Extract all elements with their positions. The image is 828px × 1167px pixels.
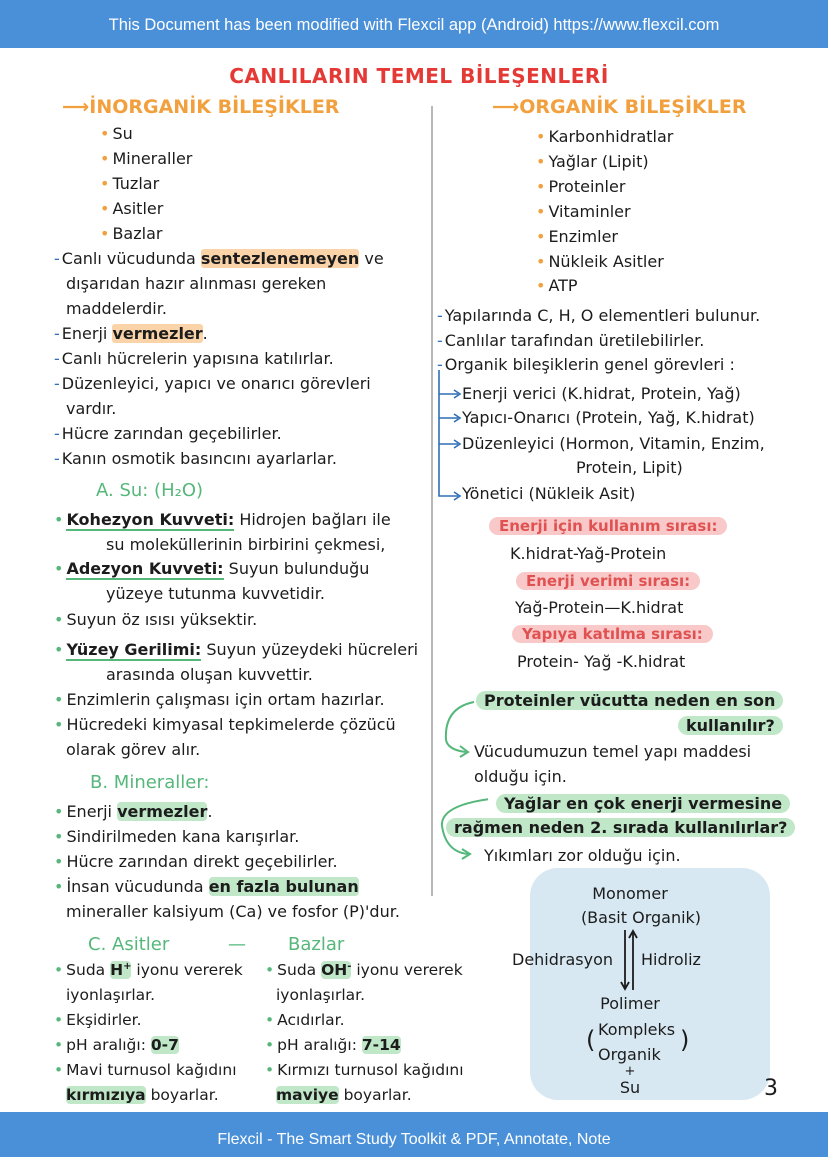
bullet-icon: •: [54, 877, 64, 896]
organic-note: [437, 331, 704, 350]
hydrolysis-label: Hidroliz: [641, 950, 701, 969]
fact-text: Hücre zarından direkt geçebilirler.: [66, 852, 338, 871]
base-fact-cont: [276, 1086, 412, 1104]
bullet-icon: •: [265, 1036, 275, 1054]
highlight-text: vermezler: [112, 324, 203, 343]
usage-order-value: K.hidrat-Yağ-Protein: [510, 544, 667, 563]
fact-text: Suda: [66, 961, 111, 980]
monomer-label: Monomer: [592, 884, 668, 903]
base-fact: [265, 961, 463, 979]
bullet-icon: •: [54, 1061, 64, 1079]
mineral-fact-cont: mineraller kalsiyum (Ca) ve fosfor (P)'dur.: [66, 902, 400, 921]
note-text: Canlı vücudunda: [61, 249, 201, 268]
bullet-icon: •: [265, 961, 275, 980]
acid-fact-cont: iyonlaşırlar.: [66, 986, 156, 1004]
fact-text: Ekşidirler.: [66, 1011, 142, 1029]
question-text: Proteinler vücutta neden en son: [476, 691, 783, 710]
highlight-text: 0-7: [150, 1036, 179, 1054]
dash-icon: -: [437, 331, 443, 350]
acids-bases-dash: —: [228, 934, 246, 955]
bullet-icon: •: [54, 802, 64, 821]
inorganic-note: [54, 424, 282, 443]
water-fact-cont: su moleküllerinin birbirini çekmesi,: [106, 535, 386, 554]
note-text: Kanın osmotik basıncını ayarlarlar.: [61, 449, 337, 468]
organic-note: [437, 306, 760, 325]
mineral-fact: [54, 852, 338, 871]
organic-item-label: Vitaminler: [548, 202, 631, 221]
water-label: Su: [619, 1078, 641, 1097]
fact-text: Mavi turnusol kağıdını: [66, 1061, 237, 1079]
bullet-icon: •: [100, 199, 110, 218]
fact-text: Enerji: [66, 802, 118, 821]
inorganic-note-cont: vardır.: [66, 399, 117, 418]
fact-text: iyonu vererek: [351, 961, 463, 980]
highlight-text: sentezlenemeyen: [200, 249, 360, 268]
water-fact-cont: yüzeye tutunma kuvvetidir.: [106, 584, 325, 603]
highlight-text: 7-14: [361, 1036, 401, 1054]
polymer-label: Polimer: [600, 994, 660, 1013]
inorganic-item: [100, 149, 192, 168]
inorganic-item-label: Tuzlar: [112, 174, 160, 193]
highlight-text: maviye: [276, 1086, 339, 1104]
water-fact: [54, 610, 257, 629]
bullet-icon: •: [100, 124, 110, 143]
dash-icon: -: [54, 374, 60, 393]
organic-task-cont: Protein, Lipit): [576, 458, 683, 477]
inorganic-note-cont: dışarıdan hazır alınması gereken: [66, 274, 327, 293]
acid-fact: [54, 961, 243, 979]
water-fact-cont: arasında oluşan kuvvettir.: [106, 665, 313, 684]
bases-header: Bazlar: [288, 934, 345, 955]
page-number: 3: [764, 1076, 778, 1101]
question-2: [496, 794, 790, 813]
organic-item: [536, 127, 673, 146]
dash-icon: -: [54, 324, 60, 343]
note-text: Düzenleyici, yapıcı ve onarıcı görevleri: [61, 374, 371, 393]
ion-text: OH: [321, 961, 348, 980]
bullet-icon: •: [536, 276, 546, 295]
fact-text: Sindirilmeden kana karışırlar.: [66, 827, 300, 846]
dash-icon: -: [54, 424, 60, 443]
mineral-fact: [54, 877, 359, 896]
fact-text: pH aralığı:: [277, 1036, 362, 1054]
inorganic-note: [54, 374, 371, 393]
fact-text: Acıdırlar.: [277, 1011, 345, 1029]
note-text: Enerji: [61, 324, 113, 343]
organic-item: [536, 252, 664, 271]
inorganic-header: [62, 96, 339, 118]
water-fact: [54, 510, 391, 529]
inorganic-item-label: Mineraller: [112, 149, 193, 168]
question-text: Yağlar en çok enerji vermesine: [496, 794, 790, 813]
inorganic-header-label: İNORGANİK BİLEŞİKLER: [89, 96, 340, 118]
bullet-icon: •: [100, 224, 110, 243]
fact-text: İnsan vücudunda: [66, 877, 209, 896]
mineral-fact: [54, 802, 212, 821]
inorganic-note: [54, 349, 334, 368]
inorganic-item: [100, 199, 163, 218]
bullet-icon: •: [54, 559, 64, 578]
note-text: .: [202, 324, 208, 343]
inorganic-item: [100, 174, 159, 193]
complex-label: Kompleks: [598, 1020, 676, 1039]
fact-text: Hücredeki kimyasal tepkimelerde çözücü: [66, 715, 396, 734]
question-1-cont: [678, 716, 783, 735]
organic-task: Yapıcı-Onarıcı (Protein, Yağ, K.hidrat): [462, 408, 755, 427]
dash-icon: -: [437, 306, 443, 325]
question-text: kullanılır?: [678, 716, 783, 735]
fact-text: Suda: [277, 961, 322, 980]
organic-item-label: Nükleik Asitler: [548, 252, 664, 271]
note-text: Yapılarında C, H, O elementleri bulunur.: [444, 306, 761, 325]
dash-icon: -: [54, 349, 60, 368]
bullet-icon: •: [265, 1011, 275, 1029]
organic-task: Düzenleyici (Hormon, Vitamin, Enzim,: [462, 434, 765, 453]
acid-fact: [54, 1061, 237, 1079]
monomer-sub-label: (Basit Organik): [580, 908, 702, 927]
acid-fact: [54, 1011, 142, 1029]
plus-label: +: [624, 1064, 636, 1079]
organic-item: [536, 202, 631, 221]
dash-icon: -: [54, 449, 60, 468]
bullet-icon: •: [54, 510, 64, 529]
bullet-icon: •: [536, 252, 546, 271]
arrow-icon: ⟶: [62, 96, 90, 118]
term-text: Yüzey Gerilimi:: [66, 640, 202, 659]
highlight-text: [110, 961, 131, 979]
inorganic-note: [54, 249, 384, 268]
water-fact: [54, 640, 418, 659]
base-fact: [265, 1061, 464, 1079]
organic-item: [536, 152, 649, 171]
right-bracket-icon: ): [680, 1026, 690, 1054]
organic-item: [536, 177, 625, 196]
bullet-icon: •: [54, 1036, 64, 1054]
organic-label: Organik: [598, 1045, 661, 1064]
note-text: ve: [359, 249, 384, 268]
acid-fact: [54, 1036, 179, 1054]
fact-text: Suyun bulunduğu: [223, 559, 370, 578]
note-text: Hücre zarından geçebilirler.: [61, 424, 282, 443]
tasks-bracket-line: [439, 370, 458, 496]
fact-text: Suyun öz ısısı yüksektir.: [66, 610, 258, 629]
organic-item: [536, 276, 578, 295]
dehydration-label: Dehidrasyon: [512, 950, 614, 969]
yield-order-value: Yağ-Protein—K.hidrat: [515, 598, 684, 617]
yield-order-label: Enerji verimi sırası:: [516, 572, 700, 590]
term-text: Adezyon Kuvveti:: [66, 559, 224, 578]
inorganic-item-label: Asitler: [112, 199, 164, 218]
bullet-icon: •: [536, 177, 546, 196]
question-text: rağmen neden 2. sırada kullanılırlar?: [446, 818, 795, 837]
bullet-icon: •: [100, 149, 110, 168]
usage-order-label: Enerji için kullanım sırası:: [489, 517, 727, 535]
bullet-icon: •: [536, 152, 546, 171]
acids-header: C. Asitler: [88, 934, 170, 955]
base-fact-cont: iyonlaşırlar.: [276, 986, 366, 1004]
note-text: Canlı hücrelerin yapısına katılırlar.: [61, 349, 334, 368]
inorganic-item: [100, 224, 162, 243]
highlight-text: vermezler: [117, 802, 208, 821]
acid-fact-cont: [66, 1086, 219, 1104]
bullet-icon: •: [265, 1061, 275, 1079]
dash-icon: -: [437, 355, 443, 374]
water-fact: [54, 715, 396, 734]
organic-item-label: Enzimler: [548, 227, 618, 246]
highlight-text: en fazla bulunan: [208, 877, 359, 896]
inorganic-item: [100, 124, 133, 143]
inorganic-note-cont: maddelerdir.: [66, 299, 167, 318]
top-banner: This Document has been modified with Flexcil app (Android) https://www.flexcil.com: [0, 0, 828, 48]
dash-icon: -: [54, 249, 60, 268]
answer-1: Vücudumuzun temel yapı maddesi: [474, 742, 752, 761]
inorganic-item-label: Bazlar: [112, 224, 163, 243]
water-header: A. Su: (H₂O): [96, 480, 204, 501]
minerals-header: B. Mineraller:: [90, 772, 210, 793]
reaction-arrows: [618, 928, 640, 992]
bullet-icon: •: [54, 640, 64, 659]
organic-item-label: Yağlar (Lipit): [548, 152, 649, 171]
inorganic-note: [54, 324, 208, 343]
organic-task: Enerji verici (K.hidrat, Protein, Yağ): [462, 384, 741, 403]
inorganic-item-label: Su: [112, 124, 133, 143]
ion-text: H: [110, 961, 124, 980]
bullet-icon: •: [54, 715, 64, 734]
fact-text: boyarlar.: [145, 1086, 219, 1104]
structure-order-value: Protein- Yağ -K.hidrat: [517, 652, 686, 671]
note-text: Organik bileşiklerin genel görevleri :: [444, 355, 735, 374]
fact-text: pH aralığı:: [66, 1036, 151, 1054]
fact-text: Enzimlerin çalışması için ortam hazırlar.: [66, 690, 385, 709]
structure-order-label: Yapıya katılma sırası:: [512, 625, 713, 643]
bullet-icon: •: [54, 852, 64, 871]
organic-item: [536, 227, 618, 246]
bullet-icon: •: [54, 827, 64, 846]
organic-note: [437, 355, 735, 374]
bullet-icon: •: [536, 127, 546, 146]
ion-charge: -: [347, 961, 352, 972]
organic-header: [492, 96, 746, 118]
water-fact-cont: olarak görev alır.: [66, 740, 201, 759]
left-bracket-icon: (: [586, 1026, 596, 1054]
base-fact: [265, 1011, 345, 1029]
highlight-text: [321, 961, 351, 979]
organic-item-label: Proteinler: [548, 177, 626, 196]
mineral-fact: [54, 827, 299, 846]
inorganic-note: [54, 449, 337, 468]
bullet-icon: •: [100, 174, 110, 193]
fact-text: .: [207, 802, 213, 821]
arrow-icon: ⟶: [492, 96, 520, 118]
bullet-icon: •: [54, 961, 64, 980]
page-title: CANLILARIN TEMEL BİLEŞENLERİ: [229, 64, 609, 88]
organic-item-label: Karbonhidratlar: [548, 127, 674, 146]
fact-text: Kırmızı turnusol kağıdını: [277, 1061, 464, 1079]
organic-task: Yönetici (Nükleik Asit): [462, 484, 636, 503]
bottom-banner: Flexcil - The Smart Study Toolkit & PDF, Annotate, Note: [0, 1112, 828, 1157]
fact-text: iyonu vererek: [131, 961, 243, 980]
note-text: Canlılar tarafından üretilebilirler.: [444, 331, 705, 350]
answer-2: Yıkımları zor olduğu için.: [484, 846, 681, 865]
fact-text: Hidrojen bağları ile: [234, 510, 391, 529]
bullet-icon: •: [536, 202, 546, 221]
fact-text: boyarlar.: [338, 1086, 412, 1104]
fact-text: Suyun yüzeydeki hücreleri: [201, 640, 419, 659]
bullet-icon: •: [54, 690, 64, 709]
base-fact: [265, 1036, 401, 1054]
ion-charge: +: [123, 961, 132, 972]
term-text: Kohezyon Kuvveti:: [66, 510, 235, 529]
question-2-cont: [446, 818, 795, 837]
water-fact: [54, 690, 385, 709]
bullet-icon: •: [54, 1011, 64, 1029]
question-1: [476, 691, 783, 710]
bullet-icon: •: [54, 610, 64, 629]
bullet-icon: •: [536, 227, 546, 246]
answer-1-cont: olduğu için.: [474, 767, 567, 786]
water-fact: [54, 559, 369, 578]
highlight-text: kırmızıya: [66, 1086, 146, 1104]
organic-item-label: ATP: [548, 276, 578, 295]
organic-header-label: ORGANİK BİLEŞİKLER: [519, 96, 747, 118]
curved-arrow-line: [446, 702, 474, 752]
